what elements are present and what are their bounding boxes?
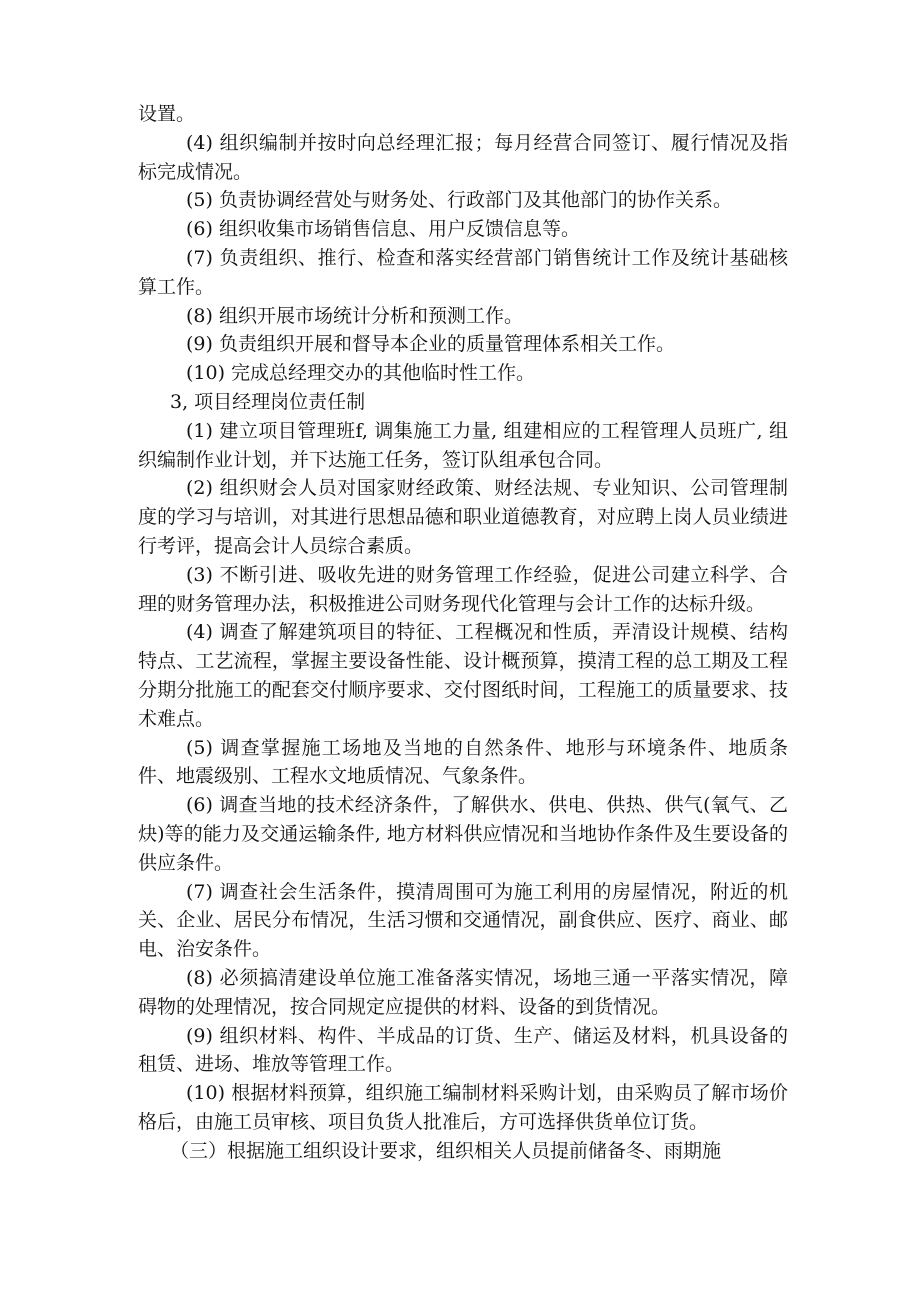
list-item: (5) 调查掌握施工场地及当地的自然条件、地形与环境条件、地质条件、地震级别、工程水文地质情况、气象条件。 — [138, 736, 788, 788]
list-item: (9) 组织材料、构件、半成品的订货、生产、储运及材料，机具设备的租赁、进场、堆放等管理工作。 — [138, 1024, 788, 1076]
list-item: (4) 组织编制并按时向总经理汇报；每月经营合同签订、履行情况及指标完成情况。 — [138, 131, 788, 183]
list-item: (10) 根据材料预算，组织施工编制材料采购计划，由采购员了解市场价格后，由施工员审核、项目负货人批准后，方可选择供货单位订货。 — [138, 1082, 788, 1133]
list-item: (6) 调查当地的技术经济条件，了解供水、供电、供热、供气(氧气、乙炔)等的能力及交通运输条件, 地方材料供应情况和当地协作条件及生要设备的供应条件。 — [138, 794, 788, 874]
paragraph-continuation: 设置。 — [138, 103, 196, 125]
list-item: (9) 负责组织开展和督导本企业的质量管理体系相关工作。 — [186, 333, 675, 356]
list-item: (4) 调查了解建筑项目的特征、工程概况和性质，弄清设计规模、结构特点、工艺流程，掌握主要设备性能、设计概预算，摸清工程的总工期及工程分期分批施工的配套交付顺序要求、交付图纸时间，工程施工的质量要求、技术难点。 — [138, 621, 788, 730]
list-item: (7) 调查社会生活条件，摸清周围可为施工利用的房屋情况，附近的机关、企业、居民分布情况，生活习惯和交通情况，副食供应、医疗、商业、邮电、治安条件。 — [138, 880, 788, 961]
list-item: (7) 负责组织、推行、检查和落实经营部门销售统计工作及统计基础核算工作。 — [138, 246, 788, 298]
subsection-heading: 3, 项目经理岗位责任制 — [170, 390, 366, 413]
list-item: (2) 组织财会人员对国家财经政策、财经法规、专业知识、公司管理制度的学习与培训，对其进行思想品德和职业道德教育，对应聘上岗人员业绩进行考评，提高会计人员综合素质。 — [138, 477, 788, 557]
list-item: (8) 必须搞清建设单位施工准备落实情况，场地三通一平落实情况，障碍物的处理情况，按合同规定应提供的材料、设备的到货情况。 — [138, 966, 788, 1018]
list-item: (3) 不断引进、吸收先进的财务管理工作经验，促进公司建立科学、合理的财务管理办法，积极推进公司财务现代化管理与会计工作的达标升级。 — [138, 563, 788, 615]
list-item: (8) 组织开展市场统计分析和预测工作。 — [186, 304, 523, 327]
list-item: (1) 建立项目管理班f, 调集施工力量, 组建相应的工程管理人员班广, 组织编制作业计划，并下达施工任务，签订队组承包合同。 — [138, 419, 788, 471]
list-item: (5) 负责协调经营处与财务处、行政部门及其他部门的协作关系。 — [186, 189, 732, 212]
list-item: (10) 完成总经理交办的其他临时性工作。 — [186, 362, 536, 385]
document-page — [138, 100, 788, 1165]
list-item: (6) 组织收集市场销售信息、用户反馈信息等。 — [186, 218, 580, 241]
section-heading: （三）根据施工组织设计要求，组织相关人员提前储备冬、雨期施 — [170, 1139, 722, 1162]
